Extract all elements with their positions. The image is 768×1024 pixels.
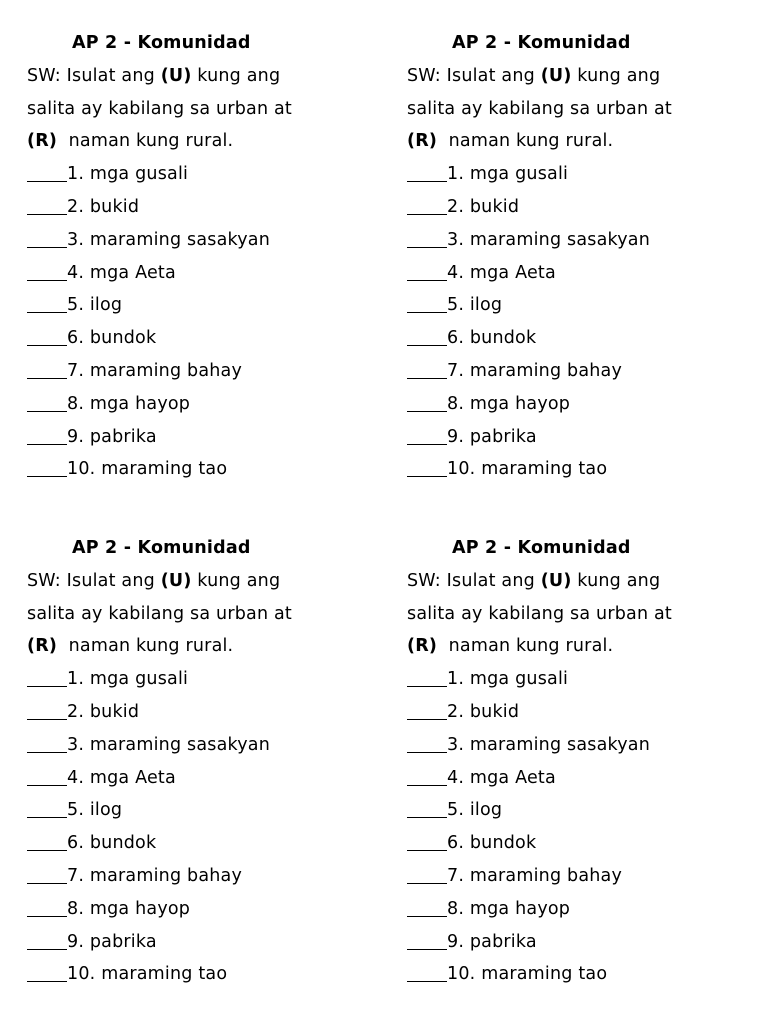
- list-item[interactable]: 2. bukid: [27, 191, 387, 224]
- worksheet-bottom-left: [27, 532, 387, 991]
- answer-blank: [407, 949, 447, 950]
- answer-blank: [27, 444, 67, 445]
- answer-blank: [27, 181, 67, 182]
- answer-blank: [27, 785, 67, 786]
- answer-blank: [407, 817, 447, 818]
- answer-blank: [27, 247, 67, 248]
- list-item[interactable]: 8. mga hayop: [407, 388, 767, 421]
- worksheet-title: AP 2 - Komunidad: [72, 538, 251, 558]
- list-item[interactable]: 6. bundok: [27, 322, 387, 355]
- instruction-line-3: (R) naman kung rural.: [407, 636, 614, 657]
- instruction-line-3: (R) naman kung rural.: [27, 636, 234, 657]
- worksheet-top-right: [407, 27, 767, 486]
- instruction-line-1: SW: Isulat ang (U) kung ang: [27, 570, 281, 591]
- urban-mark: (U): [160, 570, 192, 591]
- answer-blank: [27, 312, 67, 313]
- list-item[interactable]: 10. maraming tao: [407, 453, 767, 486]
- answer-blank: [27, 280, 67, 281]
- list-item[interactable]: 8. mga hayop: [407, 893, 767, 926]
- answer-blank: [407, 280, 447, 281]
- instruction-line-2: salita ay kabilang sa urban at: [27, 603, 292, 624]
- list-item[interactable]: 6. bundok: [27, 827, 387, 860]
- worksheet-bottom-right: [407, 532, 767, 991]
- instruction-line-2: salita ay kabilang sa urban at: [27, 98, 292, 119]
- answer-blank: [407, 181, 447, 182]
- answer-blank: [27, 719, 67, 720]
- list-item[interactable]: 3. maraming sasakyan: [27, 224, 387, 257]
- answer-blank: [407, 411, 447, 412]
- list-item[interactable]: 7. maraming bahay: [27, 860, 387, 893]
- worksheet-title: AP 2 - Komunidad: [452, 538, 631, 558]
- instruction-line-2: salita ay kabilang sa urban at: [407, 98, 672, 119]
- list-item[interactable]: 7. maraming bahay: [407, 355, 767, 388]
- list-item[interactable]: 3. maraming sasakyan: [27, 729, 387, 762]
- rural-mark: (R): [27, 131, 58, 152]
- list-item[interactable]: 2. bukid: [407, 696, 767, 729]
- answer-blank: [407, 752, 447, 753]
- list-item[interactable]: 4. mga Aeta: [27, 762, 387, 795]
- instruction-line-3: (R) naman kung rural.: [27, 131, 234, 152]
- list-item[interactable]: 9. pabrika: [27, 926, 387, 959]
- list-item[interactable]: 5. ilog: [407, 794, 767, 827]
- answer-blank: [407, 883, 447, 884]
- answer-blank: [407, 378, 447, 379]
- rural-mark: (R): [407, 636, 438, 657]
- answer-blank: [27, 883, 67, 884]
- instruction-line-3: (R) naman kung rural.: [407, 131, 614, 152]
- answer-blank: [27, 411, 67, 412]
- list-item[interactable]: 4. mga Aeta: [407, 762, 767, 795]
- answer-blank: [407, 214, 447, 215]
- list-item[interactable]: 1. mga gusali: [27, 663, 387, 696]
- instruction-line-1: SW: Isulat ang (U) kung ang: [407, 65, 661, 86]
- answer-blank: [27, 345, 67, 346]
- rural-mark: (R): [27, 636, 58, 657]
- list-item[interactable]: 7. maraming bahay: [27, 355, 387, 388]
- instruction-line-1: SW: Isulat ang (U) kung ang: [407, 570, 661, 591]
- rural-mark: (R): [407, 131, 438, 152]
- worksheet-top-left: [27, 27, 387, 486]
- answer-blank: [27, 949, 67, 950]
- answer-blank: [407, 785, 447, 786]
- answer-blank: [27, 686, 67, 687]
- urban-mark: (U): [540, 65, 572, 86]
- list-item[interactable]: 1. mga gusali: [27, 158, 387, 191]
- list-item[interactable]: 5. ilog: [27, 289, 387, 322]
- list-item[interactable]: 9. pabrika: [407, 421, 767, 454]
- list-item[interactable]: 8. mga hayop: [27, 893, 387, 926]
- answer-blank: [407, 444, 447, 445]
- list-item[interactable]: 3. maraming sasakyan: [407, 224, 767, 257]
- answer-blank: [407, 345, 447, 346]
- answer-blank: [407, 850, 447, 851]
- answer-blank: [27, 378, 67, 379]
- worksheet-title: AP 2 - Komunidad: [452, 33, 631, 53]
- list-item[interactable]: 1. mga gusali: [407, 158, 767, 191]
- list-item[interactable]: 1. mga gusali: [407, 663, 767, 696]
- answer-blank: [407, 247, 447, 248]
- answer-blank: [407, 916, 447, 917]
- list-item[interactable]: 7. maraming bahay: [407, 860, 767, 893]
- list-item[interactable]: 2. bukid: [407, 191, 767, 224]
- answer-blank: [407, 686, 447, 687]
- answer-blank: [27, 476, 67, 477]
- instruction-line-1: SW: Isulat ang (U) kung ang: [27, 65, 281, 86]
- answer-blank: [27, 850, 67, 851]
- answer-blank: [27, 752, 67, 753]
- list-item[interactable]: 4. mga Aeta: [407, 257, 767, 290]
- list-item[interactable]: 3. maraming sasakyan: [407, 729, 767, 762]
- list-item[interactable]: 10. maraming tao: [27, 453, 387, 486]
- answer-blank: [407, 312, 447, 313]
- urban-mark: (U): [160, 65, 192, 86]
- list-item[interactable]: 10. maraming tao: [27, 958, 387, 991]
- list-item[interactable]: 8. mga hayop: [27, 388, 387, 421]
- answer-blank: [27, 817, 67, 818]
- list-item[interactable]: 9. pabrika: [407, 926, 767, 959]
- list-item[interactable]: 6. bundok: [407, 827, 767, 860]
- list-item[interactable]: 9. pabrika: [27, 421, 387, 454]
- list-item[interactable]: 10. maraming tao: [407, 958, 767, 991]
- list-item[interactable]: 2. bukid: [27, 696, 387, 729]
- urban-mark: (U): [540, 570, 572, 591]
- list-item[interactable]: 5. ilog: [27, 794, 387, 827]
- instruction-line-2: salita ay kabilang sa urban at: [407, 603, 672, 624]
- worksheet-title: AP 2 - Komunidad: [72, 33, 251, 53]
- answer-blank: [27, 214, 67, 215]
- list-item[interactable]: 4. mga Aeta: [27, 257, 387, 290]
- list-item[interactable]: 6. bundok: [407, 322, 767, 355]
- list-item[interactable]: 5. ilog: [407, 289, 767, 322]
- answer-blank: [407, 981, 447, 982]
- answer-blank: [27, 981, 67, 982]
- answer-blank: [27, 916, 67, 917]
- answer-blank: [407, 476, 447, 477]
- answer-blank: [407, 719, 447, 720]
